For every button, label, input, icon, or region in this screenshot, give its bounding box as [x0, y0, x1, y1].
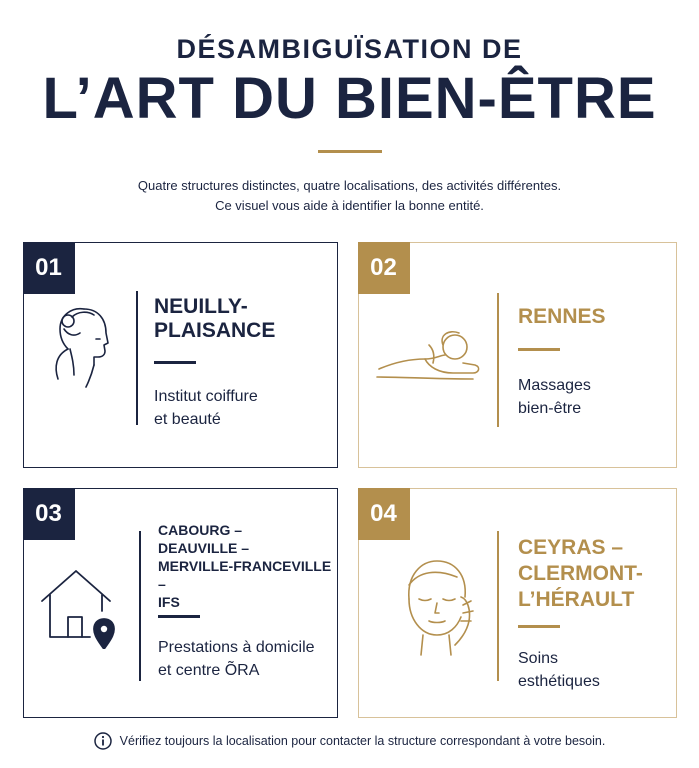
- woman-profile-icon: [44, 299, 122, 393]
- card-description: Institut coiffure et beauté: [154, 388, 258, 428]
- card-place: CABOURG – DEAUVILLE – MERVILLE-FRANCEVILLE – IFS: [158, 522, 332, 610]
- card-divider: [497, 293, 499, 427]
- card-description: Prestations à domicile et centre ÕRA: [158, 639, 315, 679]
- title-divider: [318, 150, 382, 153]
- face-care-icon: [397, 555, 479, 659]
- card-description: Soins esthétiques: [518, 650, 600, 690]
- card-place: CEYRAS – CLERMONT- L’HÉRAULT: [518, 536, 643, 611]
- card-rule: [154, 361, 196, 364]
- card-place: NEUILLY- PLAISANCE: [154, 295, 276, 343]
- card-rule: [158, 615, 200, 618]
- subtitle-line2: Ce visuel vous aide à identifier la bonne entité.: [215, 198, 484, 213]
- card-number: 03: [23, 488, 75, 540]
- card-rule: [518, 625, 560, 628]
- card-divider: [136, 291, 138, 425]
- info-icon: [94, 732, 112, 750]
- card-place: RENNES: [518, 305, 606, 328]
- card-number: 02: [358, 242, 410, 294]
- card-neuilly-plaisance: [23, 242, 338, 468]
- card-divider: [497, 531, 499, 681]
- page-title-line1: DÉSAMBIGUÏSATION DE: [176, 34, 523, 64]
- footer-text: Vérifiez toujours la localisation pour contacter la structure correspondant à votre besoin.: [119, 734, 606, 748]
- card-number: 01: [23, 242, 75, 294]
- card-number: 04: [358, 488, 410, 540]
- card-ceyras-clermont: [358, 488, 677, 718]
- card-rennes: [358, 242, 677, 468]
- house-location-icon: [38, 565, 120, 649]
- card-divider: [139, 531, 141, 681]
- massage-icon: [373, 325, 485, 389]
- subtitle-line1: Quatre structures distinctes, quatre localisations, des activités différentes.: [137, 178, 562, 193]
- subtitle: [0, 176, 699, 216]
- page-title-line2: L’ART DU BIEN-ÊTRE: [42, 66, 657, 131]
- footer-note: [0, 732, 699, 750]
- card-rule: [518, 348, 560, 351]
- card-cabourg-deauville: [23, 488, 338, 718]
- card-description: Massages bien-être: [518, 377, 591, 417]
